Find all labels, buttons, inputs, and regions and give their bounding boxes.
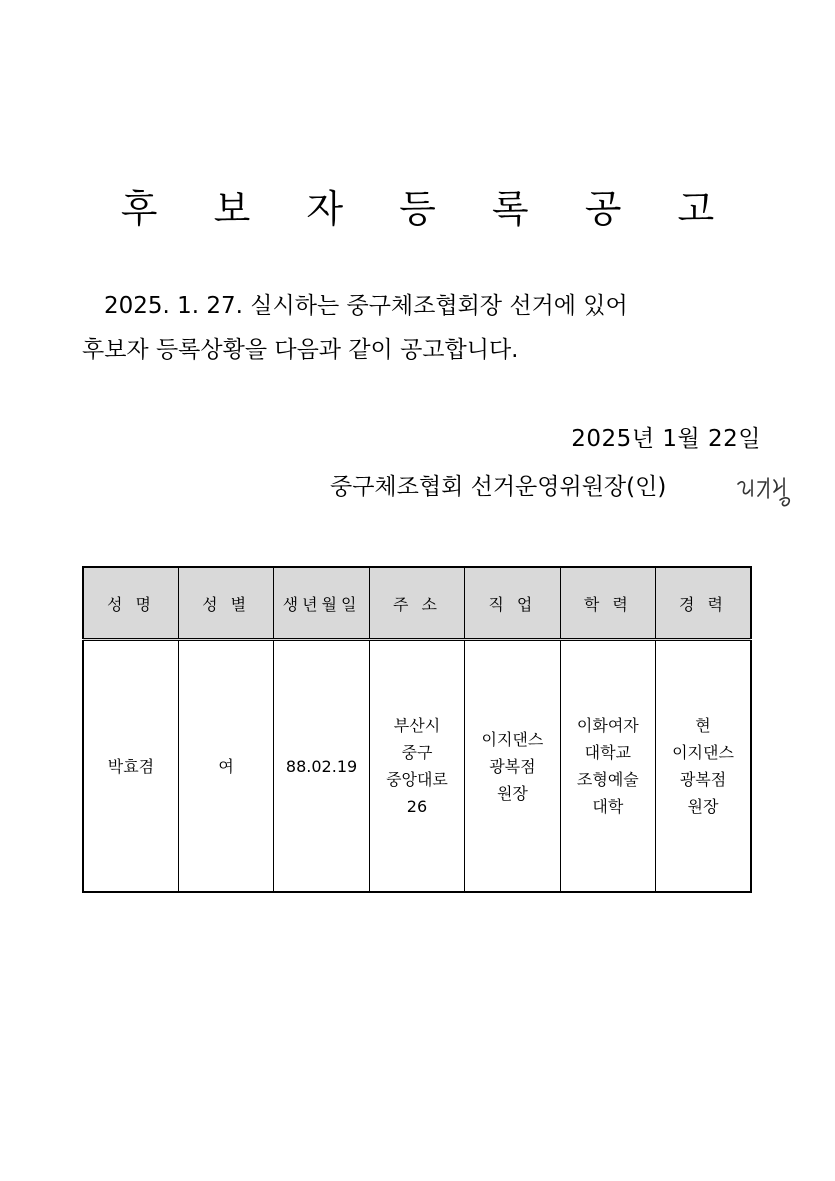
notice-paragraph-line-1: 2025. 1. 27. 실시하는 중구체조협회장 선거에 있어 — [104, 293, 628, 319]
cell-name: 박효겸 — [83, 640, 178, 893]
handwritten-signature — [734, 474, 798, 510]
education-line: 조형예술 — [576, 770, 639, 789]
cell-birthdate: 88.02.19 — [274, 640, 369, 893]
notice-title: 후 보 자 등 록 공 고 — [120, 187, 737, 231]
cell-job — [465, 640, 560, 893]
job-line: 광복점 — [489, 756, 536, 776]
header-birthdate: 생년월일 — [274, 567, 369, 640]
header-career: 경 력 — [656, 567, 751, 640]
address-line: 부산시 — [393, 716, 441, 735]
table-header-row — [83, 567, 751, 640]
notice-paragraph — [82, 284, 762, 372]
header-name: 성 명 — [83, 567, 178, 640]
notice-date: 2025년 1월 22일 — [571, 426, 761, 452]
education-line: 대학교 — [584, 743, 631, 762]
address-line: 중구 — [401, 743, 433, 762]
education-line: 대학 — [592, 797, 624, 816]
cell-gender: 여 — [178, 640, 273, 893]
career-line: 현 — [695, 716, 711, 735]
career-line: 원장 — [687, 797, 719, 816]
candidates-table — [82, 566, 752, 893]
table-row — [83, 640, 751, 893]
header-gender: 성 별 — [178, 567, 273, 640]
cell-career — [656, 640, 751, 893]
cell-address — [369, 640, 464, 893]
address-line: 중앙대로 — [386, 770, 448, 789]
signer-title: 중구체조협회 선거운영위원장(인) — [330, 474, 667, 500]
job-line: 원장 — [496, 783, 528, 803]
header-address: 주 소 — [369, 567, 464, 640]
job-line: 이지댄스 — [481, 729, 544, 749]
career-line: 이지댄스 — [672, 743, 734, 762]
education-line: 이화여자 — [576, 716, 639, 735]
notice-paragraph-line-2: 후보자 등록상황을 다음과 같이 공고합니다. — [82, 337, 519, 363]
career-line: 광복점 — [679, 770, 727, 789]
header-job: 직 업 — [465, 567, 560, 640]
header-education: 학 력 — [560, 567, 655, 640]
address-line: 26 — [406, 797, 428, 816]
cell-education — [560, 640, 655, 893]
